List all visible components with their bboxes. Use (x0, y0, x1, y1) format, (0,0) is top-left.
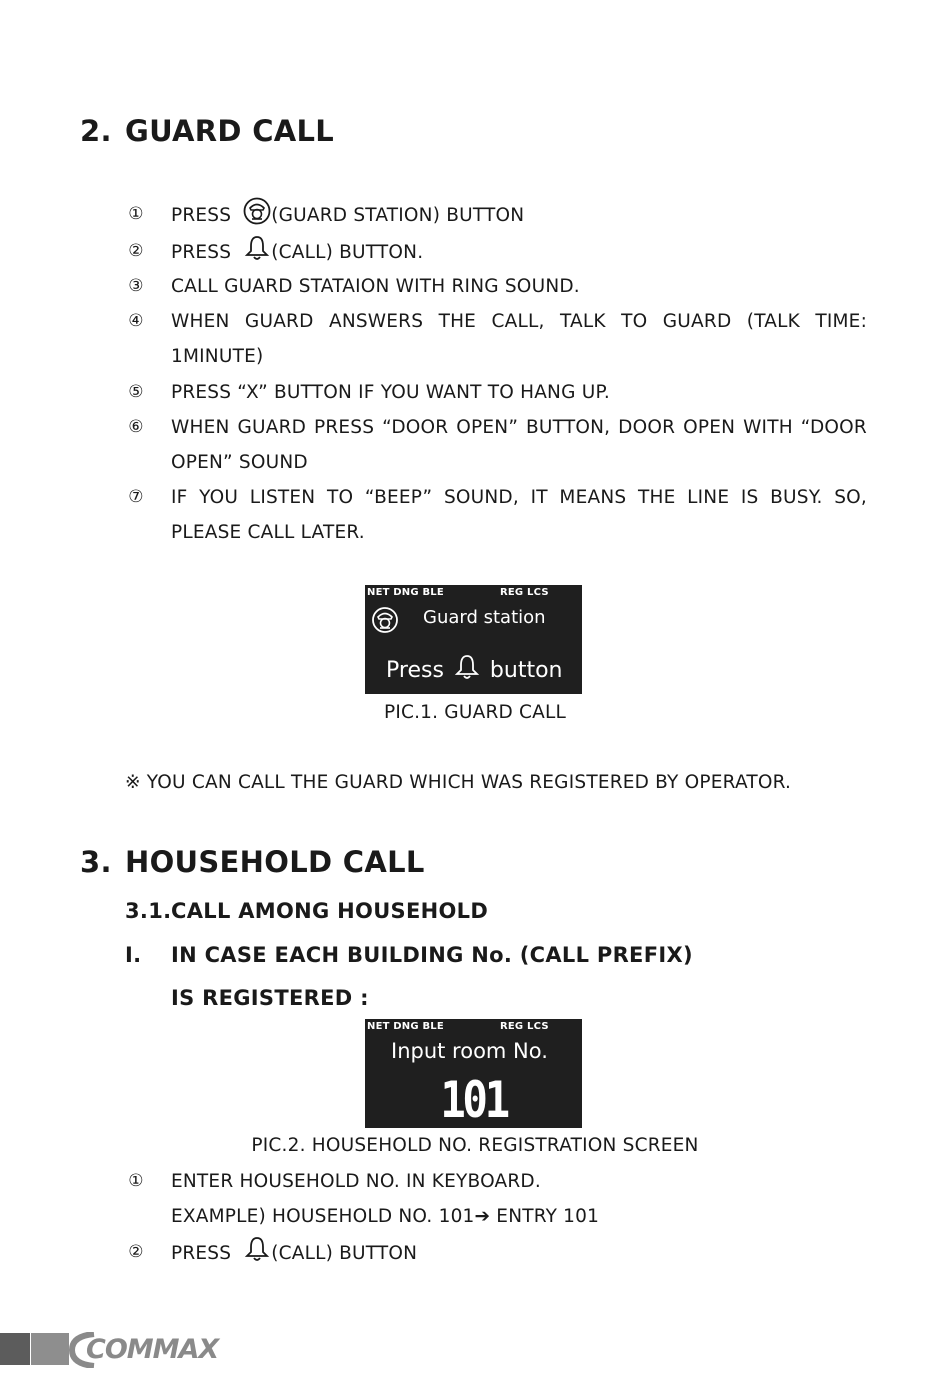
step-text-pre: PRESS (171, 242, 232, 263)
lcd-status-right: REG LCS (500, 1021, 549, 1032)
bell-icon (243, 234, 271, 274)
step-text-pre: PRESS (171, 1243, 232, 1264)
step-marker: ⑥ (128, 417, 144, 437)
lcd-line-1: Guard station (423, 607, 546, 628)
step-text-example (171, 1199, 867, 1234)
lcd-status-bar (367, 1021, 578, 1032)
figure-caption-1: PIC.1. GUARD CALL (383, 702, 567, 723)
step-3 (125, 269, 867, 304)
case-title-line-2: IS REGISTERED : (171, 986, 369, 1010)
step-marker: ② (128, 1242, 144, 1262)
bell-icon (243, 1235, 271, 1275)
step-text: ENTER HOUSEHOLD NO. IN KEYBOARD. (171, 1171, 541, 1192)
step-5 (125, 375, 867, 410)
example-pre: EXAMPLE) HOUSEHOLD NO. 101 (171, 1206, 475, 1227)
case-heading (125, 943, 693, 967)
step-marker: ② (128, 241, 144, 261)
note (125, 765, 867, 800)
lcd-line-2-pre: Press (386, 658, 444, 683)
figure-caption-2: PIC.2. HOUSEHOLD NO. REGISTRATION SCREEN (251, 1135, 699, 1156)
brand-name: COMMAX (86, 1334, 219, 1365)
step-marker: ⑤ (128, 382, 144, 402)
step-4 (125, 304, 867, 374)
footer-bar-light (31, 1333, 69, 1365)
note-text: ※ YOU CAN CALL THE GUARD WHICH WAS REGISTERED BY OPERATOR. (125, 772, 792, 793)
subsection-heading (125, 899, 488, 923)
step-marker: ① (128, 204, 144, 224)
lcd-line-1: Input room No. (391, 1039, 548, 1063)
household-input-screen (365, 1019, 582, 1128)
step-marker: ⑦ (128, 487, 144, 507)
section-number: 2. (80, 114, 112, 148)
step-1 (125, 197, 867, 237)
section-title: HOUSEHOLD CALL (125, 845, 425, 879)
step-text: PRESS “X” BUTTON IF YOU WANT TO HANG UP. (171, 382, 611, 403)
subsection-number: 3.1. (125, 899, 172, 923)
step-text: (CALL) BUTTON. (271, 242, 424, 263)
lcd-status-left: NET DNG BLE (367, 587, 444, 598)
lcd-status-bar (367, 587, 578, 598)
example-post: ENTRY 101 (490, 1206, 600, 1227)
lcd-status-right: REG LCS (500, 587, 549, 598)
step-text: WHEN GUARD PRESS “DOOR OPEN” BUTTON, DOOR OPEN WITH “DOOR OPEN” SOUND (171, 417, 867, 473)
guard-call-screen (365, 585, 582, 694)
lcd-line-2-post: button (489, 658, 563, 683)
case-title-line-1: IN CASE EACH BUILDING No. (CALL PREFIX) (171, 943, 693, 967)
lcd-status-left: NET DNG BLE (367, 1021, 444, 1032)
household-step-1 (125, 1164, 867, 1234)
commax-logo (66, 1332, 246, 1368)
step-2 (125, 234, 867, 274)
step-text: CALL GUARD STATAION WITH RING SOUND. (171, 276, 580, 297)
arrow-icon: ➔ (474, 1206, 491, 1227)
step-text-pre: PRESS (171, 205, 232, 226)
step-text: (GUARD STATION) BUTTON (271, 205, 525, 226)
guard-icon (243, 197, 271, 237)
step-6 (125, 410, 867, 480)
section-title: GUARD CALL (125, 114, 335, 148)
step-marker: ① (128, 1171, 144, 1191)
section-2-heading (80, 114, 334, 148)
step-marker: ④ (128, 311, 144, 331)
case-number: I. (125, 943, 142, 967)
step-marker: ③ (128, 276, 144, 296)
section-3-heading (80, 845, 425, 879)
section-number: 3. (80, 845, 112, 879)
lcd-room-number: 101 (440, 1071, 507, 1129)
household-step-2 (125, 1235, 867, 1275)
guard-icon (371, 606, 399, 638)
subsection-title: CALL AMONG HOUSEHOLD (171, 899, 489, 923)
footer-bar-dark (0, 1333, 30, 1365)
step-text: IF YOU LISTEN TO “BEEP” SOUND, IT MEANS THE LINE IS BUSY. SO, PLEASE CALL LATER. (171, 487, 867, 543)
step-7 (125, 480, 867, 550)
step-text: (CALL) BUTTON (271, 1243, 418, 1264)
bell-icon (453, 653, 481, 687)
step-text: WHEN GUARD ANSWERS THE CALL, TALK TO GUARD (TALK TIME: 1MINUTE) (171, 311, 867, 367)
